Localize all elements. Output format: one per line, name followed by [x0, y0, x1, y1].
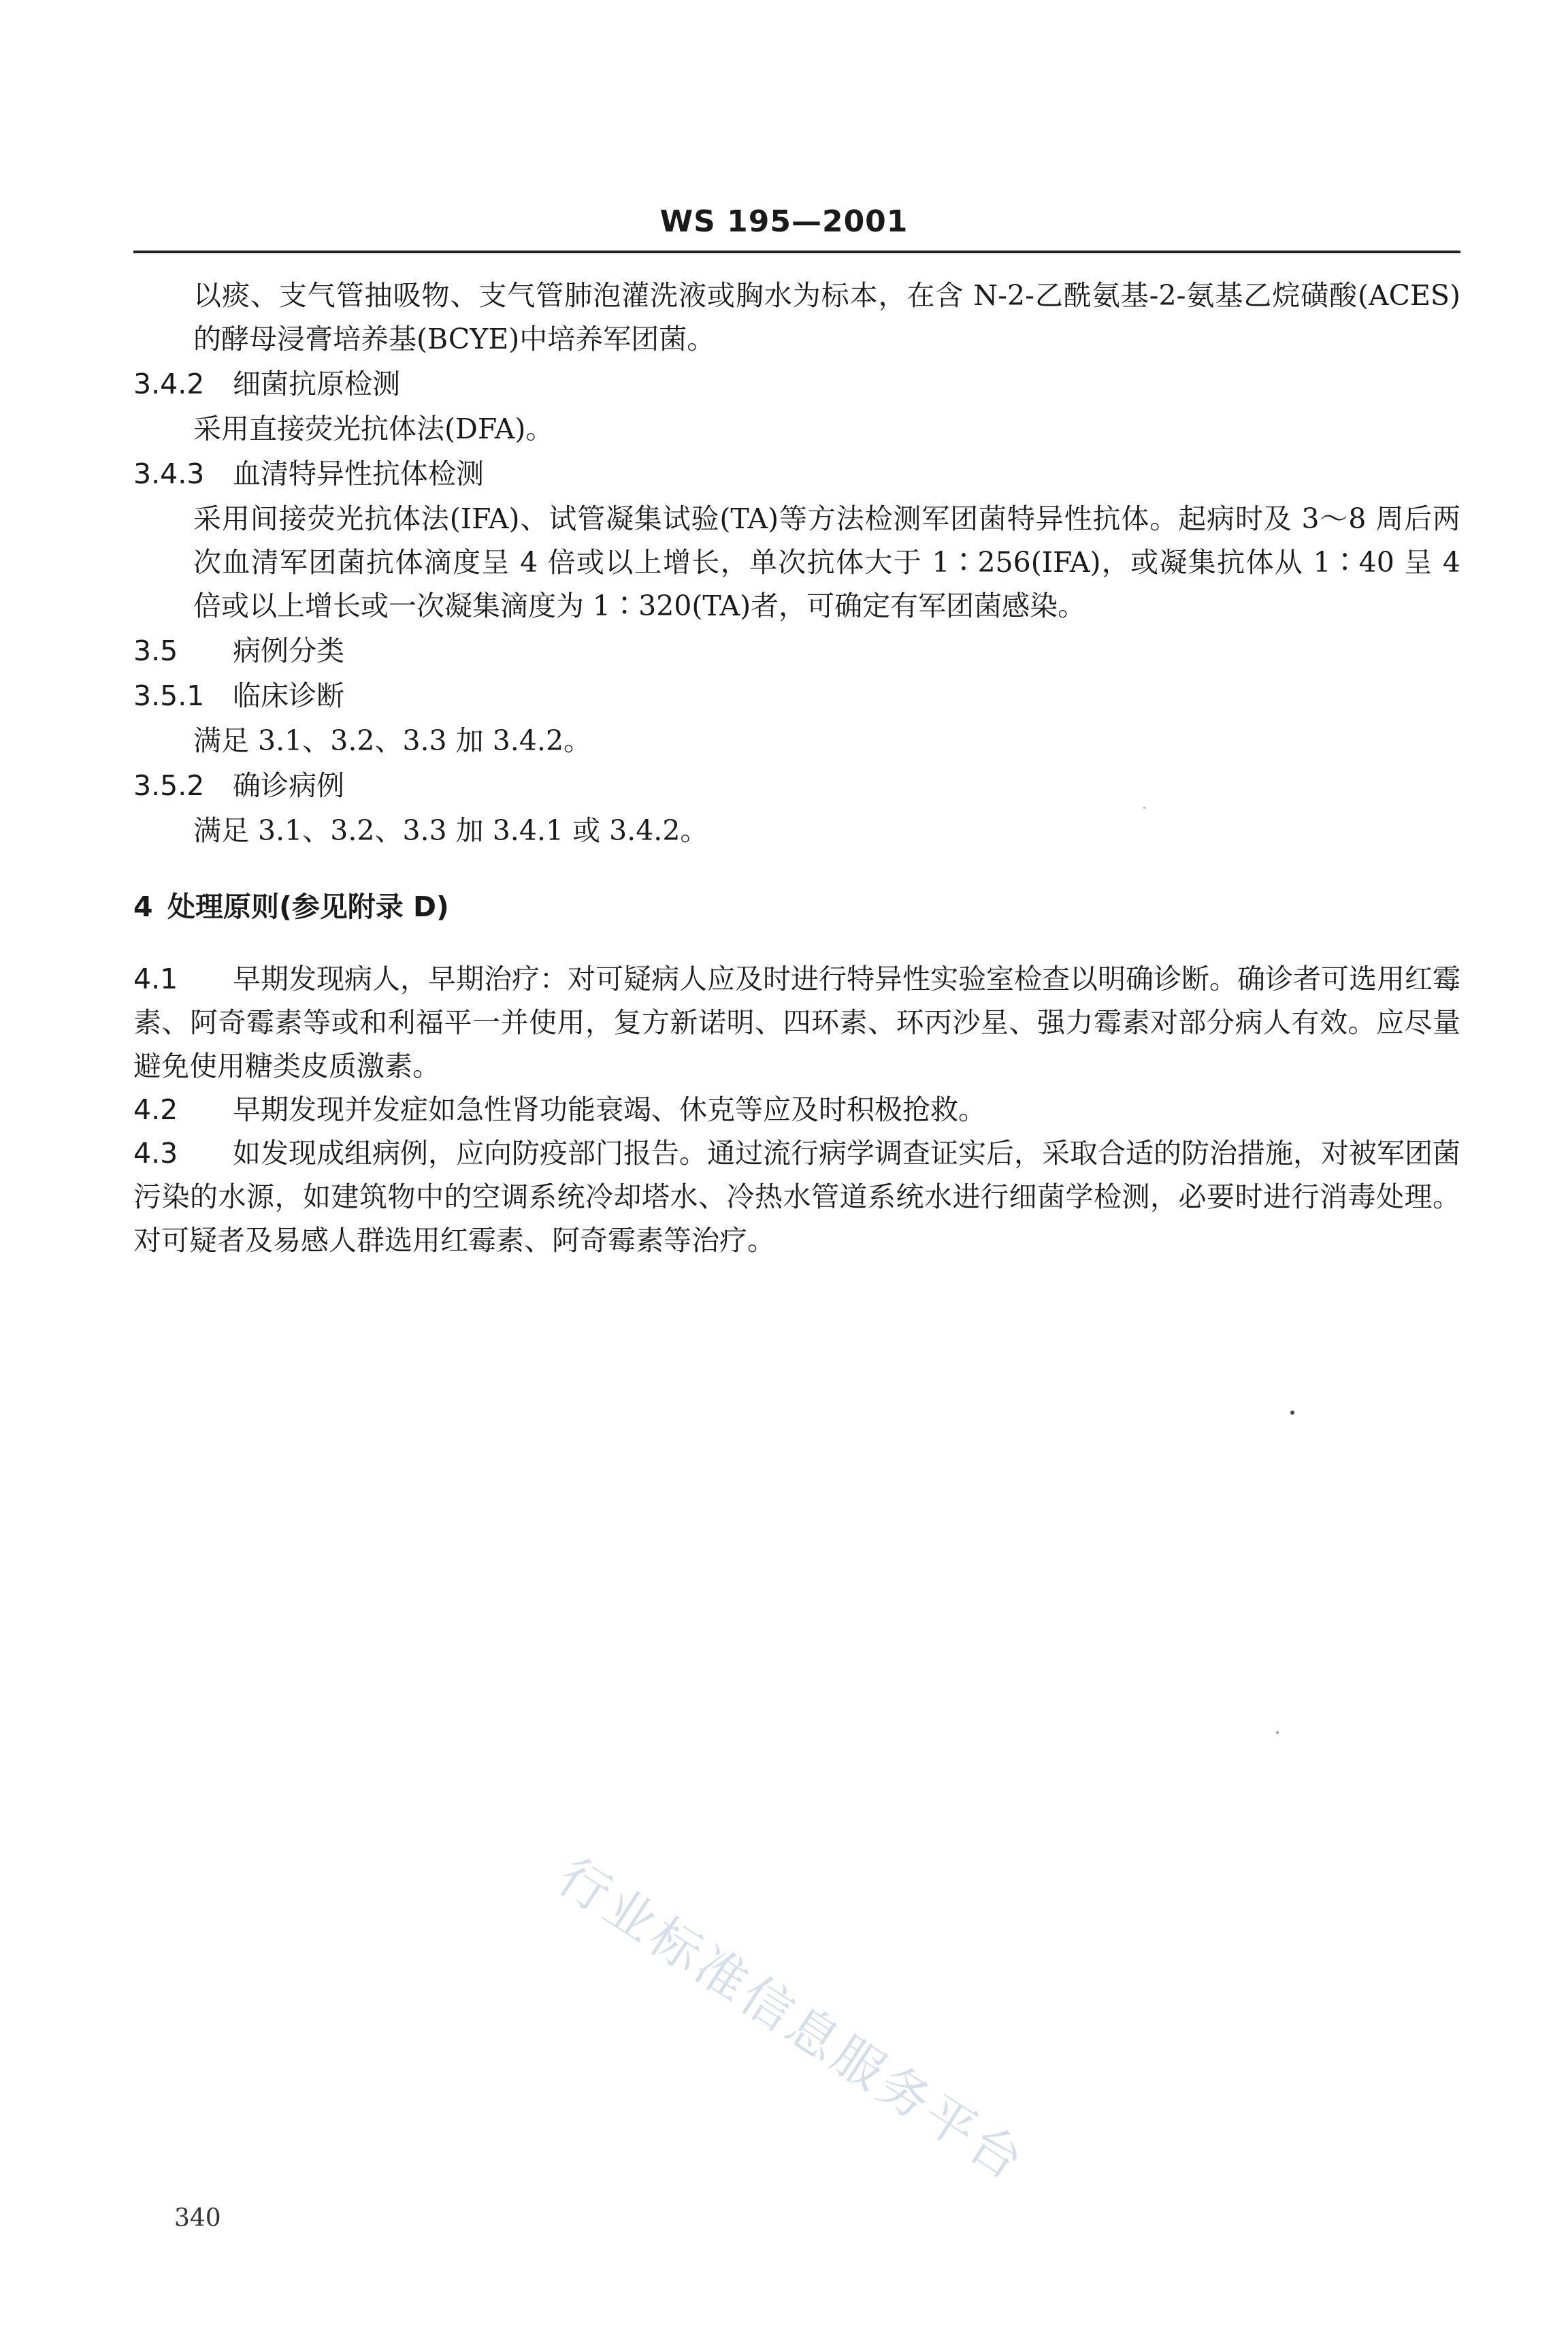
heading-title: 细菌抗原检测 [233, 368, 400, 400]
paragraph-3-5-1: 满足 3.1、3.2、3.3 加 3.4.2。 [193, 724, 592, 757]
header-divider [133, 251, 1460, 253]
section-title-text: 处理原则(参见附录 D) [167, 890, 449, 923]
scan-speck [1143, 807, 1145, 809]
heading-title: 病例分类 [233, 634, 344, 667]
item-number: 4.2 [133, 1093, 178, 1126]
paragraph-3-4-3: 采用间接荧光抗体法(IFA)、试管凝集试验(TA)等方法检测军团菌特异性抗体。起病时及 3～8 周后两次血清军团菌抗体滴度呈 4 倍或以上增长，单次抗体大于 1∶256(IFA)，或凝集抗体从 1∶40 呈 4 倍或以上增长或一次凝集滴度为 1∶320(TA)者，可确定有军团菌感染。 [193, 502, 1460, 622]
item-number: 4.1 [133, 963, 178, 995]
item-4-3 [133, 1131, 1460, 1262]
heading-title: 临床诊断 [233, 679, 344, 712]
scan-speck [1290, 1411, 1294, 1415]
heading-number: 3.5.1 [133, 679, 205, 712]
item-text: 早期发现并发症如急性肾功能衰竭、休克等应及时积极抢救。 [233, 1093, 986, 1126]
standard-code-header: WS 195—2001 [659, 204, 909, 239]
item-text: 早期发现病人，早期治疗：对可疑病人应及时进行特异性实验室检查以明确诊断。确诊者可选用红霉素、阿奇霉素等或和利福平一并使用，复方新诺明、四环素、环丙沙星、强力霉素对部分病人有效。应尽量避免使用糖类皮质激素。 [133, 963, 1460, 1082]
heading-3-5-2 [133, 764, 1460, 807]
heading-number: 3.5 [133, 634, 178, 667]
heading-3-5 [133, 629, 1460, 673]
heading-3-4-2 [133, 362, 1460, 406]
heading-number: 3.4.2 [133, 368, 205, 400]
section-4-title [133, 885, 1460, 929]
heading-title: 血清特异性抗体检测 [233, 457, 484, 490]
document-body [133, 274, 1460, 1262]
heading-number: 3.5.2 [133, 769, 205, 802]
item-4-1 [133, 957, 1460, 1088]
item-text: 如发现成组病例，应向防疫部门报告。通过流行病学调查证实后，采取合适的防治措施，对被军团菌污染的水源，如建筑物中的空调系统冷却塔水、冷热水管道系统水进行细菌学检测，必要时进行消毒处理。对可疑者及易感人群选用红霉素、阿奇霉素等治疗。 [133, 1137, 1460, 1257]
scan-speck [1276, 1731, 1279, 1734]
intro-paragraph: 以痰、支气管抽吸物、支气管肺泡灌洗液或胸水为标本，在含 N-2-乙酰氨基-2-氨基乙烷磺酸(ACES)的酵母浸膏培养基(BCYE)中培养军团菌。 [193, 279, 1460, 355]
page-number: 340 [174, 2204, 221, 2232]
heading-title: 确诊病例 [233, 769, 344, 802]
item-number: 4.3 [133, 1137, 178, 1170]
watermark-text: 行业标准信息服务平台 [547, 1847, 1036, 2193]
heading-3-4-3 [133, 452, 1460, 496]
item-4-2 [133, 1088, 1460, 1131]
heading-3-5-1 [133, 674, 1460, 718]
paragraph-3-5-2: 满足 3.1、3.2、3.3 加 3.4.1 或 3.4.2。 [193, 814, 708, 847]
paragraph-3-4-2: 采用直接荧光抗体法(DFA)。 [193, 413, 554, 445]
section-number: 4 [133, 890, 153, 923]
heading-number: 3.4.3 [133, 457, 205, 490]
